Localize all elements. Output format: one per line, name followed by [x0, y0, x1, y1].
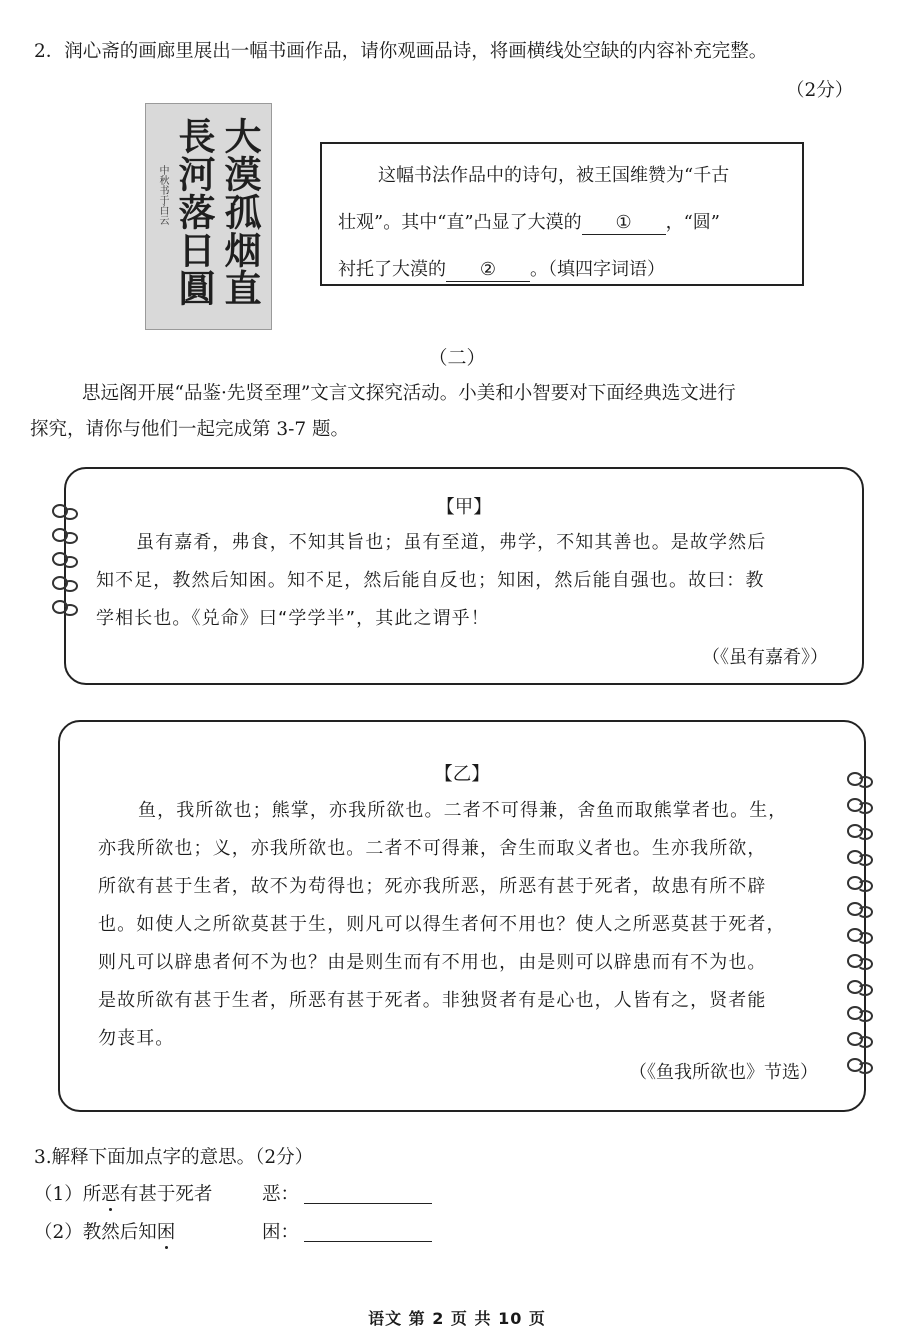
ring-icon	[847, 928, 863, 942]
ring-icon	[52, 504, 68, 518]
passage-yi-text: 鱼，我所欲也；熊掌，亦我所欲也。二者不可得兼，舍鱼而取熊掌者也。生， 亦我所欲也；义，亦我所欲也。二者不可得兼，舍生而取义者也。生亦我所欲， 所欲有甚于生者，故不为苟得也；死亦我所恶，所恶有甚于死者，故患有所不辟 也。如使人之所欲莫甚于生，则凡可以得生者何不用也？使人之所恶莫甚于死者， 则凡可以辟患者何不为也？由是则生而有不用也，由是则可以辟患而有不为也。 是故所欲有甚于生者，所恶有甚于死者。非独贤者有是心也，人皆有之，贤者能 勿丧耳。	[98, 800, 788, 1049]
question-3-item-1: （1）所恶有甚于死者	[34, 1184, 213, 1205]
item-1-label: 恶：	[262, 1184, 300, 1205]
emphasis-dot-char: 困	[156, 1222, 176, 1243]
ring-icon	[847, 980, 863, 994]
answer-line-2[interactable]	[304, 1241, 432, 1242]
passage-jia-text: 虽有嘉肴，弗食，不知其旨也；虽有至道，弗学，不知其善也。是故学然后 知不足，教然后知困。知不足，然后能自反也；知困，然后能自强也。故曰：教 学相长也。《兑命》曰“学学半”，其此之谓乎！	[96, 532, 767, 629]
ring-icon	[847, 772, 863, 786]
calligraphy-column-2: 長河落日圓	[172, 117, 216, 307]
box-line-1: 这幅书法作品中的诗句，被王国维赞为“千古	[378, 165, 730, 186]
blank-2[interactable]: ②	[446, 259, 530, 282]
blank-1[interactable]: ①	[582, 212, 666, 235]
ring-icon	[847, 876, 863, 890]
passage-jia-source: （《虽有嘉肴》）	[702, 647, 828, 668]
section-title: （二）	[428, 347, 486, 369]
ring-icon	[52, 552, 68, 566]
item-2-label: 困：	[262, 1222, 300, 1243]
page-footer: 语文 第 2 页 共 10 页	[368, 1309, 546, 1328]
ring-icon	[847, 850, 863, 864]
answer-line-1[interactable]	[304, 1203, 432, 1204]
section-intro: 思远阁开展“品鉴·先贤至理”文言文探究活动。小美和小智要对下面经典选文进行 探究，请你与他们一起完成第 3-7 题。	[30, 383, 736, 440]
calligraphy-signature: 中秋书于白云	[157, 165, 168, 225]
box-line-2: 壮观”。其中“直”凸显了大漠的 ① ，“圆”	[338, 212, 721, 233]
passage-yi-source: （《鱼我所欲也》节选）	[629, 1062, 818, 1083]
ring-icon	[847, 1006, 863, 1020]
ring-icon	[847, 1058, 863, 1072]
question-2-score: （2分）	[786, 80, 854, 101]
ring-icon	[847, 902, 863, 916]
question-2-stem: 2．润心斋的画廊里展出一幅书画作品，请你观画品诗，将画横线处空缺的内容补充完整。	[34, 41, 768, 62]
ring-icon	[847, 954, 863, 968]
ring-icon	[847, 824, 863, 838]
passage-yi-box	[58, 720, 866, 1112]
emphasis-dot-char: 恶	[101, 1184, 120, 1205]
passage-jia-title: 【甲】	[436, 497, 492, 518]
box-line-3: 衬托了大漠的 ② 。（填四字词语）	[338, 259, 665, 280]
ring-icon	[847, 1032, 863, 1046]
passage-jia-box	[64, 467, 864, 685]
question-3-item-2: （2）教然后知困	[34, 1222, 176, 1243]
calligraphy-artwork	[145, 103, 272, 330]
calligraphy-column-1: 大漠孤烟直	[218, 117, 262, 307]
ring-icon	[847, 798, 863, 812]
ring-icon	[52, 600, 68, 614]
question-2-answer-box	[320, 142, 804, 286]
ring-icon	[52, 576, 68, 590]
passage-yi-title: 【乙】	[434, 764, 490, 785]
question-3-stem: 3.解释下面加点字的意思。（2分）	[34, 1147, 314, 1168]
ring-icon	[52, 528, 68, 542]
